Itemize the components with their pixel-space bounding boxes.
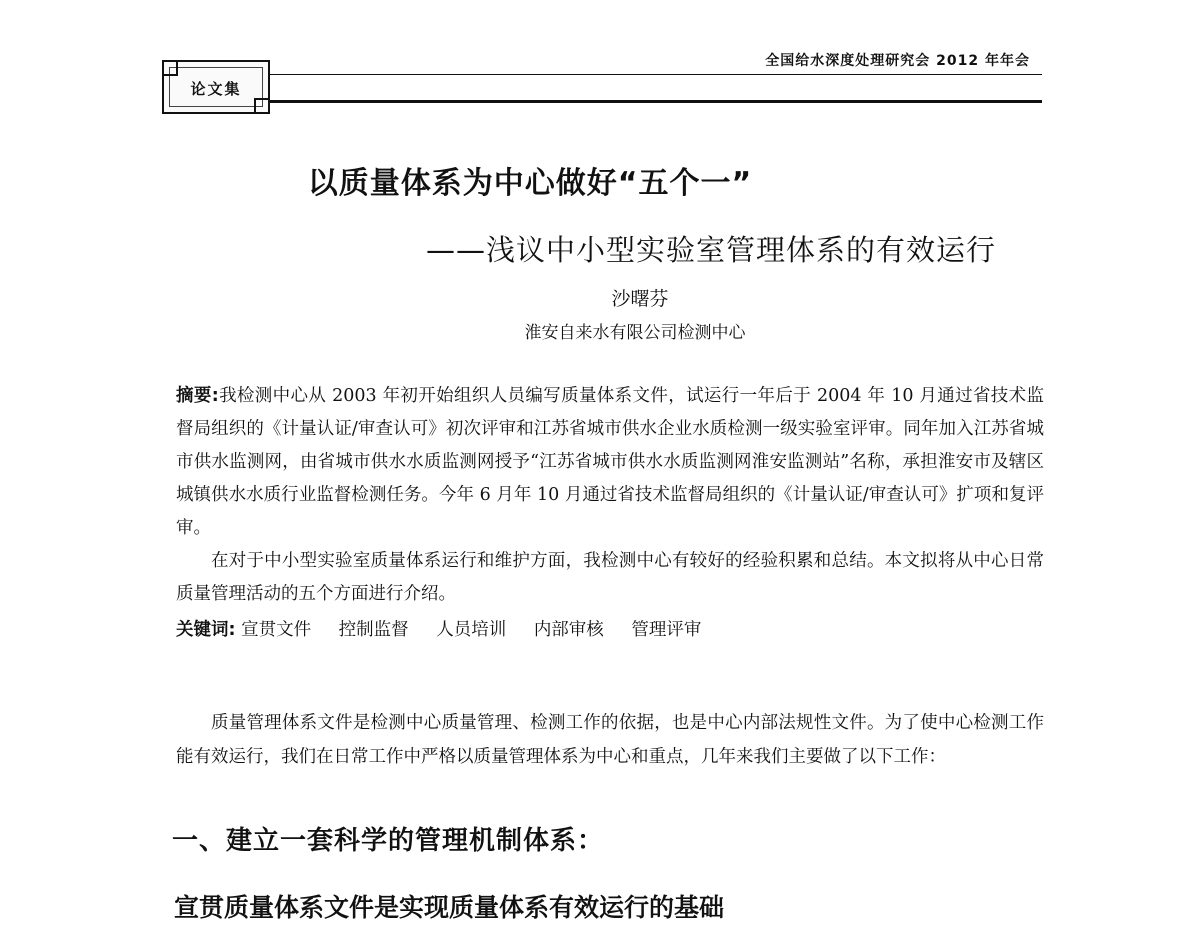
keywords-line	[176, 614, 723, 647]
abstract-section	[176, 380, 1044, 611]
header-rule-thick	[270, 100, 1042, 103]
keyword-item: 宣贯文件	[241, 620, 312, 640]
paper-subtitle: ——浅议中小型实验室管理体系的有效运行	[426, 233, 997, 267]
abstract-label: 摘要:	[176, 386, 219, 406]
keyword-item: 内部审核	[533, 620, 604, 640]
conference-name: 全国给水深度处理研究会 2012 年年会	[765, 53, 1030, 69]
abstract-paragraph-1	[176, 380, 1044, 545]
abstract-text-1: 我检测中心从 2003 年初开始组织人员编写质量体系文件，试运行一年后于 2004 年 10 月通过省技术监督局组织的《计量认证/审查认可》初次评审和江苏省城市供水企业水质检测一级实验室评审。同年加入江苏省城市供水监测网，由省城市供水水质监测网授予“江苏省城市供水水质监测网淮安监测站”名称，承担淮安市及辖区城镇供水水质行业监督检测任务。今年 6 月年 10 月通过省技术监督局组织的《计量认证/审查认可》扩项和复评审。	[176, 386, 1045, 538]
keywords-label: 关键词:	[176, 620, 236, 640]
section-tag-label: 论文集	[190, 80, 242, 98]
paper-title: 以质量体系为中心做好“五个一”	[307, 166, 753, 201]
tag-corner-ornament	[254, 98, 270, 114]
author-affiliation: 淮安自来水有限公司检测中心	[524, 323, 746, 343]
abstract-paragraph-2: 在对于中小型实验室质量体系运行和维护方面，我检测中心有较好的经验积累和总结。本文拟将从中心日常质量管理活动的五个方面进行介绍。	[176, 551, 1044, 604]
section-heading-2: 宣贯质量体系文件是实现质量体系有效运行的基础	[174, 893, 725, 922]
author-name: 沙曙芬	[611, 288, 669, 310]
keyword-item: 管理评审	[631, 620, 702, 640]
keyword-item: 控制监督	[338, 620, 409, 640]
section-heading-1: 一、建立一套科学的管理机制体系：	[172, 826, 605, 856]
header-rule-thin	[270, 74, 1042, 75]
body-section	[176, 706, 1044, 774]
keyword-item: 人员培训	[436, 620, 507, 640]
body-paragraph-1: 质量管理体系文件是检测中心质量管理、检测工作的依据，也是中心内部法规性文件。为了使中心检测工作能有效运行，我们在日常工作中严格以质量管理体系为中心和重点，几年来我们主要做了以下工作：	[176, 713, 1044, 767]
section-tag-box	[162, 60, 270, 114]
